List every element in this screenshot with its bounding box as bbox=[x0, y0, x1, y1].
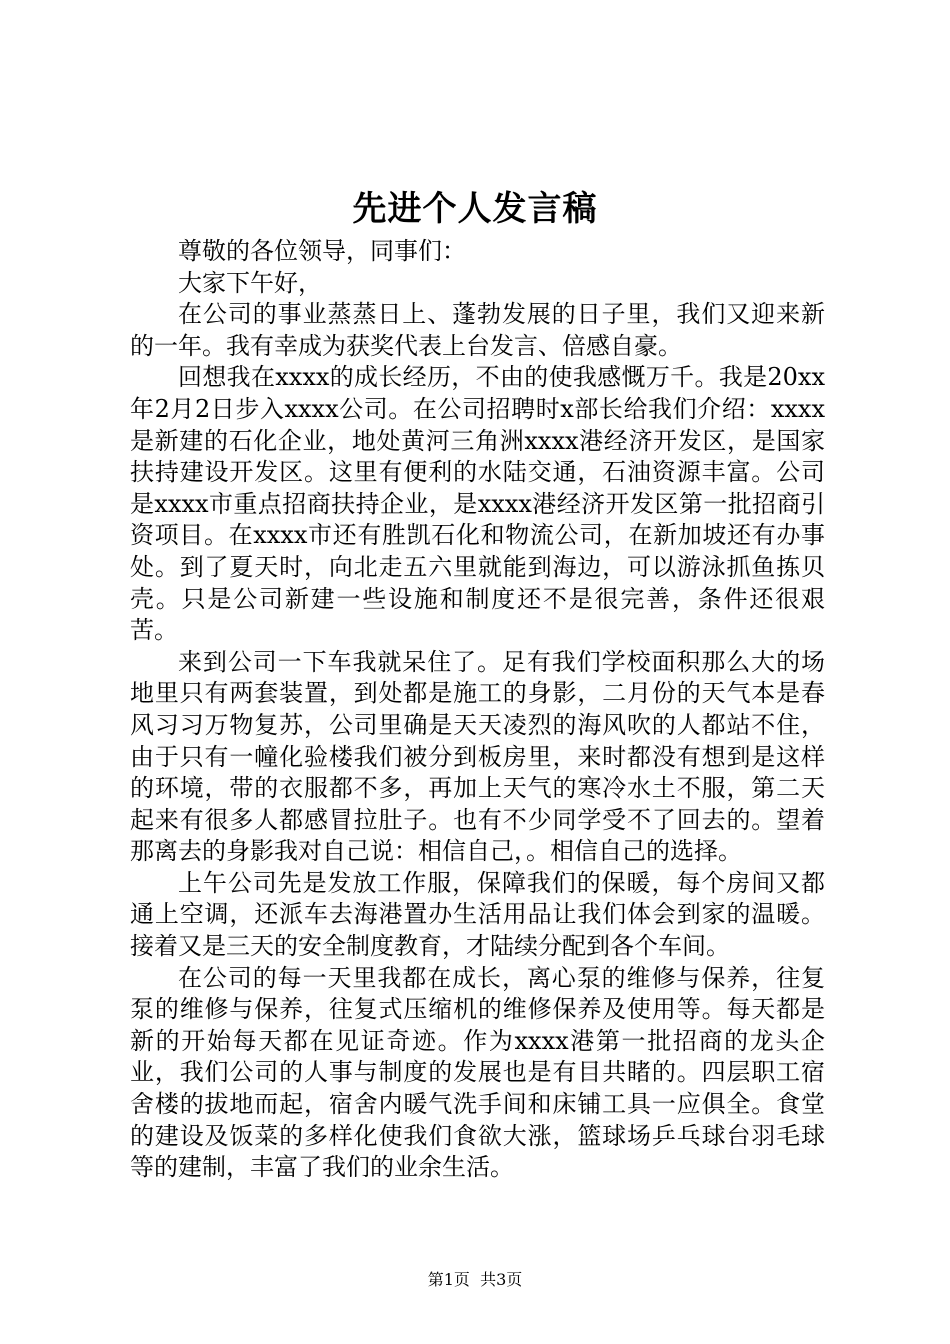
document-title: 先进个人发言稿 bbox=[352, 189, 598, 229]
page-footer bbox=[0, 1268, 950, 1292]
salutation-paragraph: 尊敬的各位领导，同事们： bbox=[178, 237, 466, 265]
page-number: 第1页 bbox=[427, 1270, 470, 1289]
body-paragraph: 上午公司先是发放工作服，保障我们的保暖，每个房间又都通上空调，还派车去海港置办生活用品让我们体会到家的温暖。接着又是三天的安全制度教育，才陆续分配到各个车间。 bbox=[130, 868, 825, 961]
body-paragraph: 来到公司一下车我就呆住了。足有我们学校面积那么大的场地里只有两套装置，到处都是施工的身影，二月份的天气本是春风习习万物复苏，公司里确是天天凌烈的海风吹的人都站不住，由于只有一幢化验楼我们被分到板房里，来时都没有想到是这样的环境，带的衣服都不多，再加上天气的寒冷水土不服，第二天起来有很多人都感冒拉肚子。也有不少同学受不了回去的。望着那离去的身影我对自己说：相信自己，。相信自己的选择。 bbox=[130, 647, 825, 866]
page-total: 共3页 bbox=[480, 1270, 523, 1289]
body-paragraph: 在公司的事业蒸蒸日上、蓬勃发展的日子里，我们又迎来新的一年。我有幸成为获奖代表上台发言、倍感自豪。 bbox=[130, 300, 825, 360]
document-body bbox=[130, 236, 825, 1184]
body-paragraph: 回想我在xxxx的成长经历，不由的使我感慨万千。我是20xx年2月2日步入xxxx公司。在公司招聘时x部长给我们介绍：xxxx是新建的石化企业，地处黄河三角洲xxxx港经济开发区，是国家扶持建设开发区。这里有便利的水陆交通，石油资源丰富。公司是xxxx市重点招商扶持企业，是xxxx港经济开发区第一批招商引资项目。在xxxx市还有胜凯石化和物流公司，在新加坡还有办事处。到了夏天时，向北走五六里就能到海边，可以游泳抓鱼拣贝壳。只是公司新建一些设施和制度还不是很完善，条件还很艰苦。 bbox=[130, 363, 825, 645]
body-paragraph: 在公司的每一天里我都在成长，离心泵的维修与保养，往复泵的维修与保养，往复式压缩机的维修保养及使用等。每天都是新的开始每天都在见证奇迹。作为xxxx港第一批招商的龙头企业，我们公司的人事与制度的发展也是有目共睹的。四层职工宿舍楼的拔地而起，宿舍内暖气洗手间和床铺工具一应俱全。食堂的建设及饭菜的多样化使我们食欲大涨，篮球场乒乓球台羽毛球等的建制，丰富了我们的业余生活。 bbox=[130, 963, 825, 1182]
greeting-paragraph: 大家下午好， bbox=[178, 268, 322, 297]
